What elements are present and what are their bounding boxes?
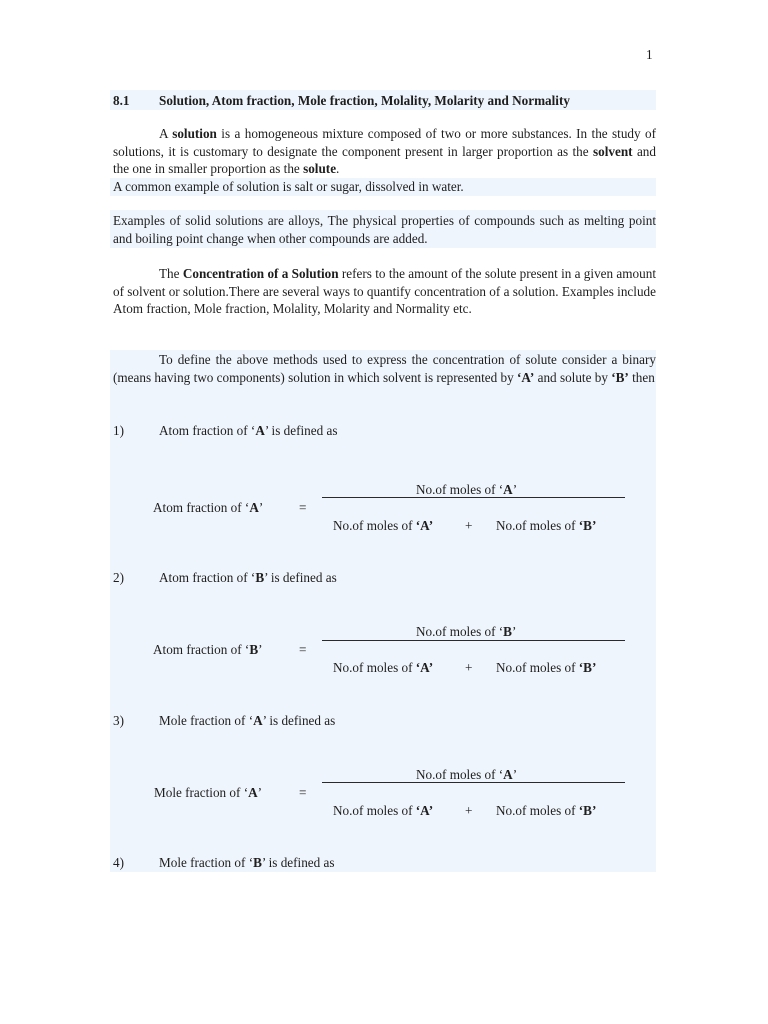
item-heading: Mole fraction of ‘B’ is defined as — [159, 855, 335, 870]
formula-lhs: Atom fraction of ‘A’ — [153, 500, 264, 515]
term-concentration: Concentration of a Solution — [182, 266, 339, 281]
item-heading: Mole fraction of ‘A’ is defined as — [159, 713, 336, 728]
term-solvent: solvent — [592, 143, 633, 159]
term-solute: solute — [303, 161, 337, 176]
fraction-denominator-b: No.of moles of ‘B’ — [496, 803, 597, 818]
fraction-denominator-a: No.of moles of ‘A’ — [333, 518, 434, 533]
page-number: 1 — [646, 47, 653, 62]
plus-sign: + — [465, 660, 473, 675]
fraction-numerator: No.of moles of ‘A’ — [416, 767, 518, 782]
equals-sign: = — [299, 500, 307, 515]
formula-lhs: Atom fraction of ‘B’ — [153, 642, 263, 657]
equals-sign: = — [299, 785, 307, 800]
term-solution: solution — [172, 126, 217, 141]
item-number: 3) — [113, 713, 124, 728]
fraction-denominator-a: No.of moles of ‘A’ — [333, 803, 434, 818]
fraction-denominator-a: No.of moles of ‘A’ — [333, 660, 434, 675]
paragraph-definition: A solution is a homogeneous mixture composed of two or more substances. In the study of solutions, it is customary to designate the component present in larger proportion as the solvent and the one in smaller proportion as the solute. — [113, 126, 656, 176]
item-number: 2) — [113, 570, 124, 585]
fraction-denominator-b: No.of moles of ‘B’ — [496, 660, 597, 675]
item-number: 1) — [113, 423, 124, 438]
fraction-numerator: No.of moles of ‘B’ — [416, 624, 517, 639]
paragraph-concentration: The Concentration of a Solution refers to the amount of the solute present in a given amount of solvent or solution.There are several ways to quantify concentration of a solution. Examples include Atom fraction, Mole fraction, Molality, Molarity and Normality etc. — [113, 266, 656, 316]
formula-lhs: Mole fraction of ‘A’ — [154, 785, 263, 800]
section-title: Solution, Atom fraction, Mole fraction, Molality, Molarity and Normality — [159, 93, 570, 108]
item-heading: Atom fraction of ‘A’ is defined as — [159, 423, 338, 438]
paragraph-binary-solution: To define the above methods used to express the concentration of solute consider a binary (means having two components) solution in which solvent is represented by ‘A’ and solute by ‘B’ then — [113, 352, 656, 385]
section-number: 8.1 — [113, 93, 130, 108]
equals-sign: = — [299, 642, 307, 657]
plus-sign: + — [465, 803, 473, 818]
item-number: 4) — [113, 855, 124, 870]
fraction-bar — [322, 497, 625, 498]
fraction-bar — [322, 782, 625, 783]
item-heading: Atom fraction of ‘B’ is defined as — [159, 570, 337, 585]
fraction-denominator-b: No.of moles of ‘B’ — [496, 518, 597, 533]
plus-sign: + — [465, 518, 473, 533]
paragraph-solid-solutions: Examples of solid solutions are alloys, The physical properties of compounds such as melting point and boiling point change when other compounds are added. — [113, 213, 656, 246]
paragraph-example: A common example of solution is salt or sugar, dissolved in water. — [113, 179, 464, 194]
fraction-bar — [322, 640, 625, 641]
fraction-numerator: No.of moles of ‘A’ — [416, 482, 518, 497]
